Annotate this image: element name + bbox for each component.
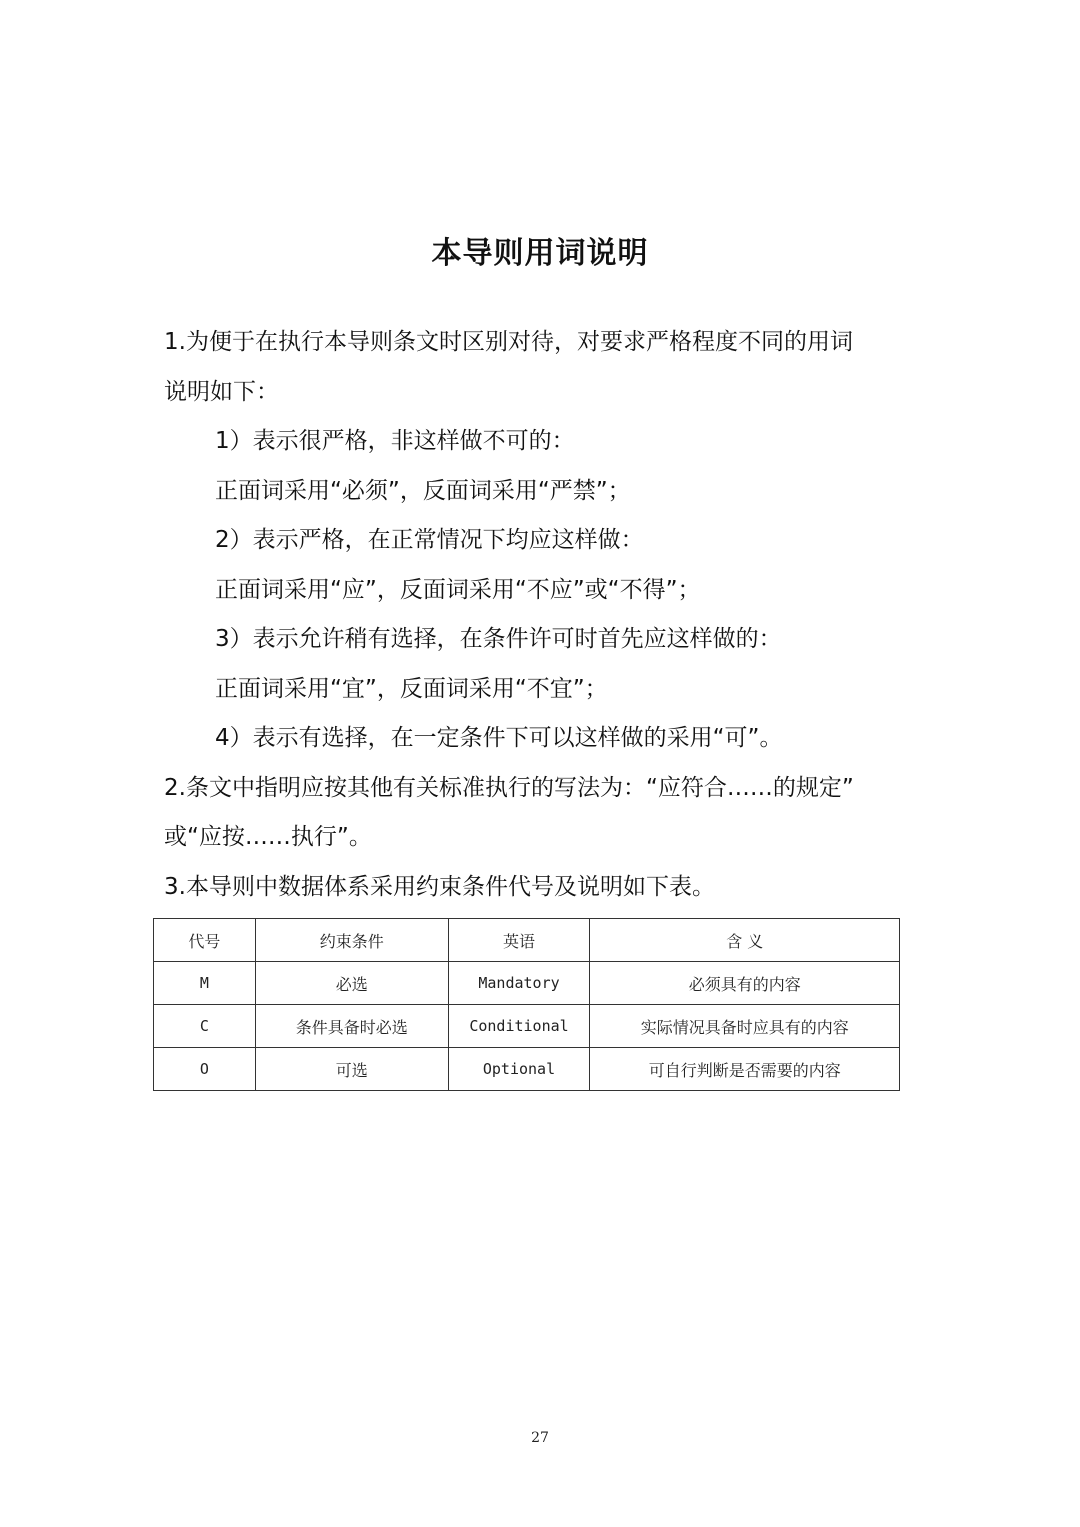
constraint-table — [153, 918, 900, 1091]
header-constraint: 约束条件 — [255, 919, 448, 962]
cell-meaning: 实际情况具备时应具有的内容 — [590, 1005, 900, 1048]
table-header-row — [154, 919, 900, 962]
cell-code: C — [154, 1005, 256, 1048]
paragraph-1-line-1: 1.为便于在执行本导则条文时区别对待，对要求严格程度不同的用词 — [164, 329, 853, 355]
cell-meaning: 可自行判断是否需要的内容 — [590, 1048, 900, 1091]
item-1-detail: 正面词采用“必须”，反面词采用“严禁”； — [215, 478, 631, 504]
cell-english: Optional — [448, 1048, 590, 1091]
paragraph-3: 3.本导则中数据体系采用约束条件代号及说明如下表。 — [164, 874, 715, 900]
item-1-heading: 1）表示很严格，非这样做不可的： — [215, 428, 575, 454]
item-4-text: 4）表示有选择，在一定条件下可以这样做的采用“可”。 — [215, 725, 783, 751]
page-title: 本导则用词说明 — [431, 236, 649, 271]
item-3-heading: 3）表示允许稍有选择，在条件许可时首先应这样做的： — [215, 626, 782, 652]
cell-english: Mandatory — [448, 962, 590, 1005]
table-row — [154, 962, 900, 1005]
cell-meaning: 必须具有的内容 — [590, 962, 900, 1005]
item-3-detail: 正面词采用“宜”，反面词采用“不宜”； — [215, 676, 608, 702]
paragraph-2-line-2: 或“应按……执行”。 — [164, 824, 372, 850]
paragraph-2-line-1: 2.条文中指明应按其他有关标准执行的写法为：“应符合……的规定” — [164, 775, 854, 801]
page-number: 27 — [531, 1430, 549, 1446]
cell-constraint: 必选 — [255, 962, 448, 1005]
cell-code: M — [154, 962, 256, 1005]
header-code: 代号 — [154, 919, 256, 962]
paragraph-1-line-2: 说明如下： — [164, 379, 279, 405]
cell-constraint: 可选 — [255, 1048, 448, 1091]
header-meaning: 含 义 — [590, 919, 900, 962]
header-english: 英语 — [448, 919, 590, 962]
cell-constraint: 条件具备时必选 — [255, 1005, 448, 1048]
item-2-detail: 正面词采用“应”，反面词采用“不应”或“不得”； — [215, 577, 701, 603]
cell-code: O — [154, 1048, 256, 1091]
table-row — [154, 1005, 900, 1048]
cell-english: Conditional — [448, 1005, 590, 1048]
table-row — [154, 1048, 900, 1091]
item-2-heading: 2）表示严格，在正常情况下均应这样做： — [215, 527, 644, 553]
